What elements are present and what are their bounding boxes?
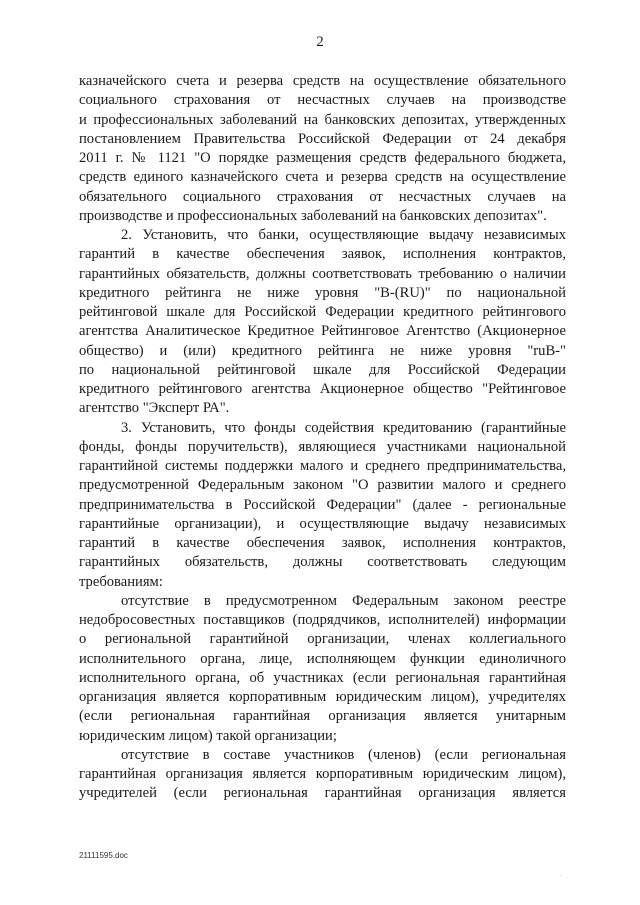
text-line: рейтинговой шкале для Российской Федерации кредитного рейтингового bbox=[79, 304, 566, 320]
text-line: 2. Установить, что банки, осуществляющие выдачу независимых bbox=[121, 227, 566, 243]
text-line: гарантийных обязательств, должны соответствовать требованию о наличии bbox=[79, 265, 566, 282]
text-line: кредитного рейтинга не ниже уровня "B-(RU)" по национальной bbox=[79, 284, 566, 301]
text-line: постановлением Правительства Российской Федерации от 24 декабря bbox=[79, 130, 566, 147]
text-line: гарантий в качестве обеспечения заявок, исполнения контрактов, bbox=[79, 535, 566, 551]
text-line: предпринимательства в Российской Федерации" (далее - региональные bbox=[79, 496, 566, 513]
text-line: агентство "Эксперт РА". bbox=[79, 400, 230, 417]
text-line: казначейского счета и резерва средств на осуществление обязательного bbox=[79, 73, 566, 89]
text-line: гарантийной системы поддержки малого и среднего предпринимательства, bbox=[79, 458, 566, 474]
text-line: исполнительного органа, об участниках (если региональная гарантийная bbox=[79, 669, 566, 686]
text-line: производстве и профессиональных заболеваний на банковских депозитах". bbox=[79, 207, 547, 224]
text-line: по национальной рейтинговой шкале для Российской Федерации bbox=[79, 361, 566, 378]
text-line: фонды, фонды поручительств), являющиеся участниками национальной bbox=[79, 438, 566, 455]
text-line: 3. Установить, что фонды содействия кредитованию (гарантийные bbox=[121, 419, 566, 436]
text-line: отсутствие в предусмотренном Федеральным законом реестре bbox=[121, 592, 566, 609]
document-filename-footer: 21111595.doc bbox=[79, 851, 128, 860]
text-line: учредителей (если региональная гарантийная организация является bbox=[79, 785, 566, 802]
text-line: требованиям: bbox=[79, 573, 163, 590]
text-line: гарантийная организация является корпоративным юридическим лицом), bbox=[79, 766, 566, 782]
text-line: гарантийные организации), и осуществляющие выдачу независимых bbox=[79, 515, 566, 532]
text-line: агентства Аналитическое Кредитное Рейтинговое Агентство (Акционерное bbox=[79, 323, 566, 340]
text-line: общество) и (или) кредитного рейтинга не ниже уровня "ruB-" bbox=[79, 342, 566, 359]
text-line: гарантийных обязательств, должны соответствовать следующим bbox=[79, 554, 566, 571]
text-line: недобросовестных поставщиков (подрядчиков, исполнителей) информации bbox=[79, 612, 566, 628]
text-line: социального страхования от несчастных случаев на производстве bbox=[79, 92, 566, 109]
text-line: (если региональная гарантийная организация является унитарным bbox=[79, 708, 566, 725]
text-line: обязательного социального страхования от несчастных случаев на bbox=[79, 188, 566, 205]
page-number: 2 bbox=[316, 34, 324, 50]
text-line: средств единого казначейского счета и резерва средств на осуществление bbox=[79, 169, 566, 186]
text-line: 2011 г. № 1121 "О порядке размещения средств федерального бюджета, bbox=[79, 150, 566, 166]
text-line: гарантий в качестве обеспечения заявок, исполнения контрактов, bbox=[79, 246, 566, 263]
text-line: исполнительного органа, лице, исполняющем функции единоличного bbox=[79, 650, 566, 667]
text-line: и профессиональных заболеваний на банковских депозитах, утвержденных bbox=[79, 111, 566, 128]
text-line: предусмотренной Федеральным законом "О развитии малого и среднего bbox=[79, 477, 566, 494]
text-line: юридическим лицом) такой организации; bbox=[79, 727, 337, 744]
text-line: кредитного рейтингового агентства Акционерное общество "Рейтинговое bbox=[79, 381, 566, 397]
text-line: о региональной гарантийной организации, членах коллегиального bbox=[79, 631, 566, 648]
text-line: отсутствие в составе участников (членов) (если региональная bbox=[121, 746, 566, 763]
scan-mark: . bbox=[560, 872, 562, 878]
document-body bbox=[79, 72, 566, 804]
text-line: организация является корпоративным юридическим лицом), учредителях bbox=[79, 689, 566, 705]
